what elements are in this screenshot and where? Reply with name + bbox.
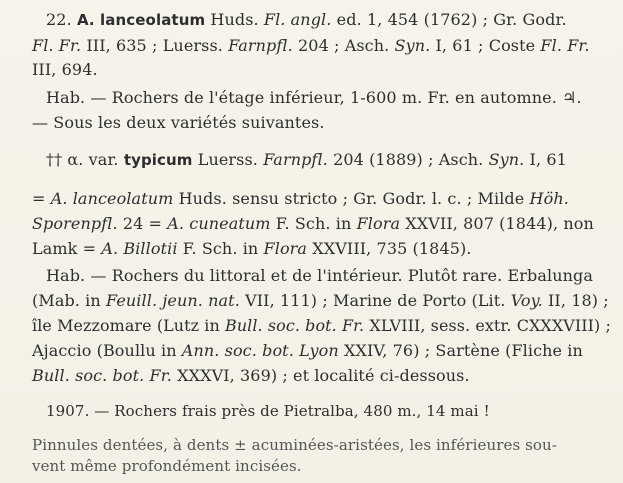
ref-italic: Bull. soc. bot. Fr. xyxy=(32,366,172,385)
variety-line-4 xyxy=(32,239,472,259)
ref-text: 204 (1889) ; Asch. xyxy=(333,150,484,169)
entry-line-3 xyxy=(32,60,98,80)
ref-italic: Sporenpfl. xyxy=(32,214,118,233)
variety-habitat-3 xyxy=(32,316,611,336)
ref-italic: Syn. xyxy=(394,36,431,55)
ref-italic: Fl. Fr. xyxy=(540,36,590,55)
habitat-line-2 xyxy=(32,113,325,133)
ref-text: III, 635 ; Luerss. xyxy=(86,36,223,55)
ref-text: Luerss. xyxy=(197,150,258,169)
habitat-line-1 xyxy=(46,88,582,108)
note-line-1 xyxy=(32,435,557,455)
ref-text: 24 = xyxy=(122,214,163,233)
ref-text: III, 694. xyxy=(32,60,98,79)
ref-text: XXVII, 807 (1844), non xyxy=(405,214,594,233)
variety-habitat-5 xyxy=(32,366,470,386)
ref-text: Lamk = xyxy=(32,239,97,258)
variety-habitat-4 xyxy=(32,341,583,361)
ref-text: II, 18) ; xyxy=(548,291,609,310)
habitat-text: Hab. — Rochers de l'étage inférieur, 1-600 m. Fr. en automne. ♃. xyxy=(46,88,582,107)
ref-italic: Farnpfl. xyxy=(228,36,293,55)
ref-italic: Flora xyxy=(356,214,401,233)
ref-italic: Fl. Fr. xyxy=(32,36,82,55)
ref-italic: Feuill. jeun. nat. xyxy=(106,291,240,310)
note-line-2 xyxy=(32,456,302,476)
note-text: Pinnules dentées, à dents ± acuminées-aristées, les inférieures sou- xyxy=(32,436,557,454)
entry-number: 22. xyxy=(46,10,72,29)
author: Huds. xyxy=(210,10,259,29)
variety-line-2 xyxy=(32,189,569,209)
ref-text: Ajaccio (Boullu in xyxy=(32,341,177,360)
ref-italic: Ann. soc. bot. Lyon xyxy=(181,341,339,360)
variety-line-1 xyxy=(46,150,567,170)
record-text: 1907. — Rochers frais près de Pietralba, 480 m., 14 mai ! xyxy=(46,402,490,420)
synonym: A. Billotii xyxy=(101,239,178,258)
species-name: A. lanceolatum xyxy=(76,11,206,29)
synonym: = A. lanceolatum xyxy=(32,189,174,208)
record-line xyxy=(46,401,490,421)
ref-text: I, 61 ; Coste xyxy=(435,36,536,55)
ref-text: 204 ; Asch. xyxy=(298,36,390,55)
variety-name: typicum xyxy=(123,151,193,169)
entry-line-2 xyxy=(32,36,590,56)
ref-text: I, 61 xyxy=(529,150,567,169)
reference-title: Fl. angl. xyxy=(263,10,332,29)
ref-italic: Höh. xyxy=(529,189,569,208)
ref-text: XXIV, 76) ; Sartène (Fliche in xyxy=(344,341,583,360)
note-text: vent même profondément incisées. xyxy=(32,457,302,475)
variety-habitat-1 xyxy=(46,266,593,286)
habitat-text: Hab. — Rochers du littoral et de l'intérieur. Plutôt rare. Erbalunga xyxy=(46,266,593,285)
entry-line-1 xyxy=(46,10,567,30)
reference-detail: ed. 1, 454 (1762) ; Gr. Godr. xyxy=(336,10,567,29)
variety-line-3 xyxy=(32,214,594,234)
variety-symbol: †† α. var. xyxy=(46,150,119,169)
ref-text: île Mezzomare (Lutz in xyxy=(32,316,220,335)
ref-text: F. Sch. in xyxy=(182,239,259,258)
ref-text: XXVIII, 735 (1845). xyxy=(312,239,472,258)
ref-italic: Syn. xyxy=(488,150,525,169)
ref-text: XXXVI, 369) ; et localité ci-dessous. xyxy=(177,366,470,385)
ref-text: VII, 111) ; Marine de Porto (Lit. xyxy=(245,291,506,310)
ref-text: F. Sch. in xyxy=(275,214,352,233)
ref-text: Huds. sensu stricto ; Gr. Godr. l. c. ; Milde xyxy=(178,189,525,208)
variety-habitat-2 xyxy=(32,291,609,311)
ref-italic: Flora xyxy=(263,239,308,258)
ref-text: (Mab. in xyxy=(32,291,101,310)
ref-italic: Farnpfl. xyxy=(263,150,328,169)
ref-text: XLVIII, sess. extr. CXXXVIII) ; xyxy=(369,316,611,335)
ref-italic: Bull. soc. bot. Fr. xyxy=(225,316,365,335)
synonym: A. cuneatum xyxy=(167,214,271,233)
habitat-text: — Sous les deux variétés suivantes. xyxy=(32,113,325,132)
ref-italic: Voy. xyxy=(510,291,543,310)
